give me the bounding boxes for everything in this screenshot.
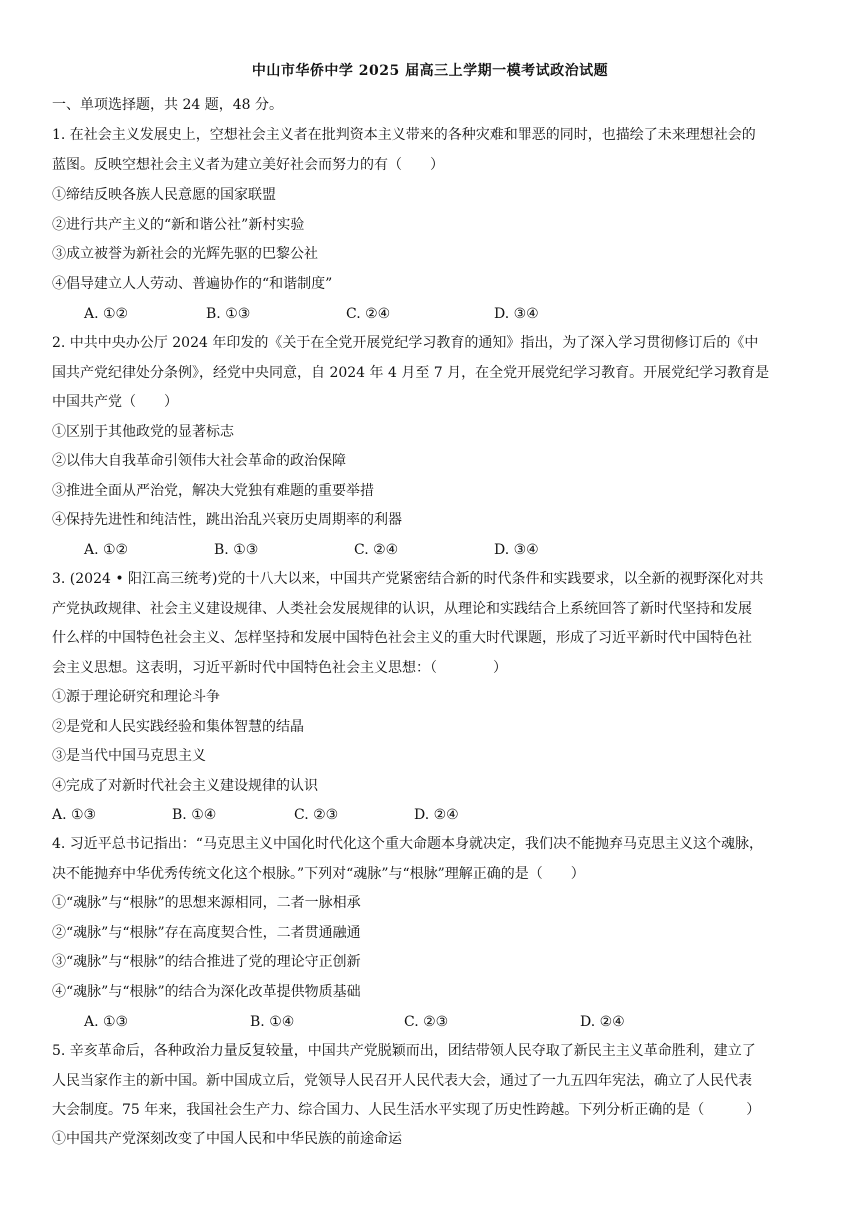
question-1-stem: 蓝图。反映空想社会主义者为建立美好社会而努力的有（ ） [52,157,444,173]
question-3-statement: ①源于理论研究和理论斗争 [52,689,220,705]
question-3-stem: 3. (2024 • 阳江高三统考)党的十八大以来，中国共产党紧密结合新的时代条件和实践要求，以全新的视野深化对共 [52,571,764,587]
question-1-stem: 1. 在社会主义发展史上，空想社会主义者在批判资本主义带来的各种灾难和罪恶的同时，也描绘了未来理想社会的 [52,127,756,143]
question-4-statement: ①“魂脉”与“根脉”的思想来源相同，二者一脉相承 [52,895,361,911]
question-4-option-b: B. ①④ [250,1014,295,1030]
question-2-stem: 2. 中共中央办公厅 2024 年印发的《关于在全党开展党纪学习教育的通知》指出，为了深入学习贯彻修订后的《中 [52,335,759,351]
exam-title: 中山市华侨中学 2025 届高三上学期一模考试政治试题 [251,63,609,79]
question-3-statement: ②是党和人民实践经验和集体智慧的结晶 [52,719,304,735]
question-1-statement: ④倡导建立人人劳动、普遍协作的“和谐制度” [52,276,333,292]
question-2-stem: 国共产党纪律处分条例》，经党中央同意，自 2024 年 4 月至 7 月，在全党开展党纪学习教育。开展党纪学习教育是 [52,365,770,381]
question-4-option-c: C. ②③ [404,1014,449,1030]
question-3-stem: 产党执政规律、社会主义建设规律、人类社会发展规律的认识，从理论和实践结合上系统回答了新时代坚持和发展 [52,601,752,617]
question-5-stem: 5. 辛亥革命后，各种政治力量反复较量，中国共产党脱颖而出，团结带领人民夺取了新民主主义革命胜利，建立了 [52,1043,756,1059]
question-2-statement: ③推进全面从严治党，解决大党独有难题的重要举措 [52,483,374,499]
question-4-statement: ②“魂脉”与“根脉”存在高度契合性，二者贯通融通 [52,925,361,941]
question-1-option-b: B. ①③ [206,306,251,322]
question-2-option-a: A. ①② [84,542,129,558]
question-4-stem: 决不能抛弃中华优秀传统文化这个根脉。”下列对“魂脉”与“根脉”理解正确的是（ ） [52,866,585,882]
question-3-option-b: B. ①④ [172,807,217,823]
question-2-statement: ①区别于其他政党的显著标志 [52,424,234,440]
question-5-statement: ①中国共产党深刻改变了中国人民和中华民族的前途命运 [52,1131,402,1147]
question-4-option-a: A. ①③ [84,1014,129,1030]
question-3-option-a: A. ①③ [52,807,97,823]
question-3-stem: 会主义思想。这表明，习近平新时代中国特色社会主义思想：（ ） [52,660,507,676]
question-2-statement: ②以伟大自我革命引领伟大社会革命的政治保障 [52,453,346,469]
question-3-option-d: D. ②④ [414,807,459,823]
question-1-statement: ①缔结反映各族人民意愿的国家联盟 [52,187,276,203]
question-2-option-d: D. ③④ [494,542,539,558]
question-5-stem: 大会制度。75 年来，我国社会生产力、综合国力、人民生活水平实现了历史性跨越。下列分析正确的是（ ） [52,1102,761,1118]
question-1-option-c: C. ②④ [346,306,391,322]
question-4-statement: ④“魂脉”与“根脉”的结合为深化改革提供物质基础 [52,984,361,1000]
question-5-stem: 人民当家作主的新中国。新中国成立后，党领导人民召开人民代表大会，通过了一九五四年宪法，确立了人民代表 [52,1073,752,1089]
question-4-statement: ③“魂脉”与“根脉”的结合推进了党的理论守正创新 [52,954,361,970]
question-1-option-a: A. ①② [84,306,129,322]
question-2-stem: 中国共产党（ ） [52,394,178,410]
question-2-option-b: B. ①③ [214,542,259,558]
question-1-statement: ③成立被誉为新社会的光辉先驱的巴黎公社 [52,246,318,262]
question-3-statement: ③是当代中国马克思主义 [52,748,206,764]
question-4-stem: 4. 习近平总书记指出：“马克思主义中国化时代化这个重大命题本身就决定，我们决不能抛弃马克思主义这个魂脉， [52,836,763,852]
section-heading: 一、单项选择题，共 24 题，48 分。 [52,97,283,113]
question-3-option-c: C. ②③ [294,807,339,823]
question-3-statement: ④完成了对新时代社会主义建设规律的认识 [52,778,318,794]
question-1-option-d: D. ③④ [494,306,539,322]
question-2-statement: ④保持先进性和纯洁性，跳出治乱兴衰历史周期率的利器 [52,512,402,528]
question-2-option-c: C. ②④ [354,542,399,558]
question-1-statement: ②进行共产主义的“新和谐公社”新村实验 [52,217,305,233]
question-3-stem: 什么样的中国特色社会主义、怎样坚持和发展中国特色社会主义的重大时代课题，形成了习近平新时代中国特色社 [52,630,752,646]
question-4-option-d: D. ②④ [580,1014,625,1030]
